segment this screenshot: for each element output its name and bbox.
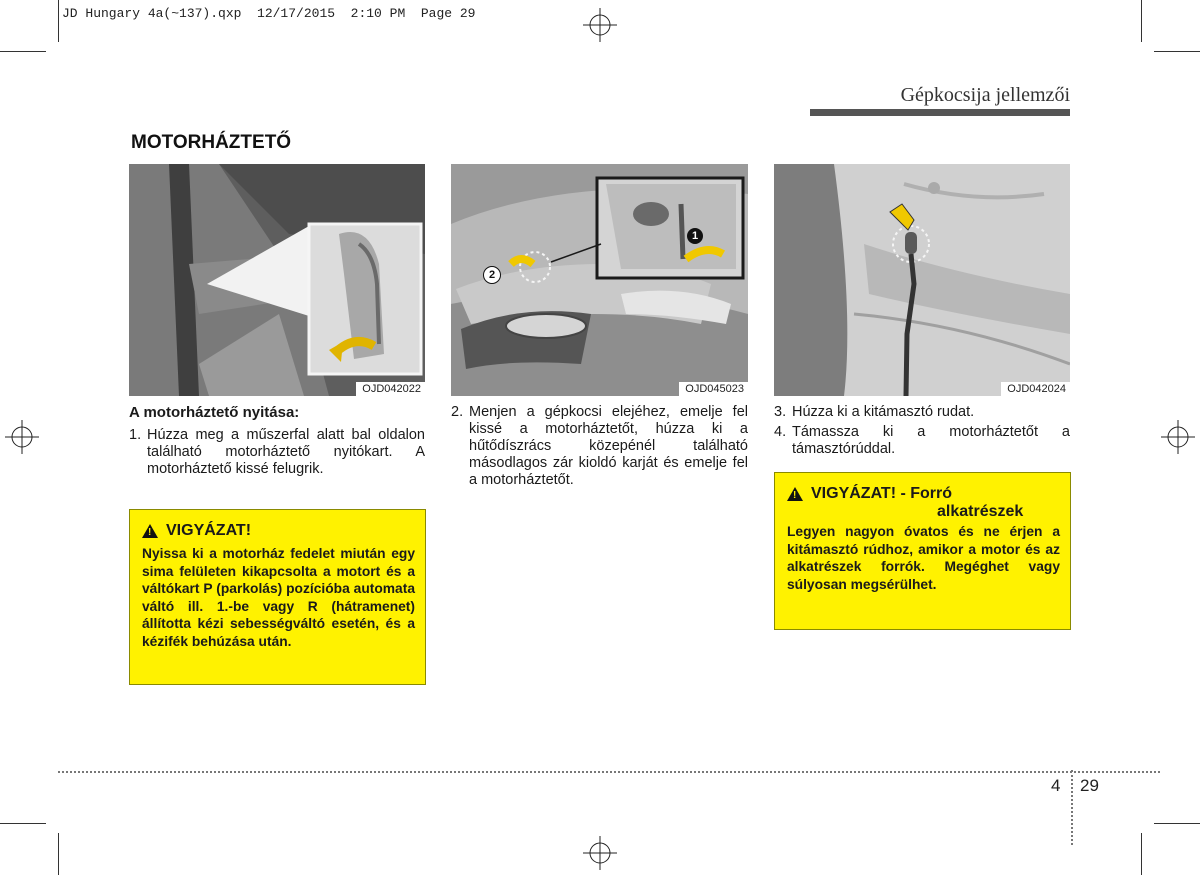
hot-parts-warning-box: [774, 472, 1071, 630]
column-2: [451, 404, 748, 489]
footer-dotted-rule: [58, 771, 1160, 773]
warning-title-row: [142, 522, 415, 540]
figure-support-rod: [774, 164, 1070, 396]
figure-secondary-latch: [451, 164, 748, 396]
page-number-separator: [1071, 770, 1073, 845]
print-slug: JD Hungary 4a(~137).qxp 12/17/2015 2:10 PM Page 29: [62, 6, 476, 21]
section-title: MOTORHÁZTETŐ: [131, 132, 292, 153]
warning-icon: !: [142, 524, 158, 538]
warning-title: VIGYÁZAT! - Forró: [811, 485, 953, 502]
warning-body: Legyen nagyon óvatos és ne érjen a kitámasztó rúdhoz, amikor a motor és az alkatrészek forrók. Megéghet vagy súlyosan megsérülhet.: [787, 524, 1060, 592]
step-2: [451, 404, 748, 489]
support-rod-illustration: [774, 164, 1070, 396]
registration-mark-bottom: [583, 836, 617, 870]
marker-2: 2: [483, 266, 501, 284]
figure-code: OJD045023: [679, 382, 748, 396]
warning-title-line2: alkatrészek: [937, 503, 1024, 520]
header-rule: [810, 109, 1070, 116]
warning-title: VIGYÁZAT!: [166, 522, 252, 539]
warning-box: [129, 509, 426, 685]
chapter-title: Gépkocsija jellemzői: [900, 84, 1070, 106]
warning-title-row: [787, 485, 1060, 503]
registration-mark-right: [1161, 420, 1195, 454]
step-number: 3.: [774, 404, 787, 420]
step-text: Húzza meg a műszerfal alatt bal oldalon található motorháztető nyitókart. A motorháztető kissé felugrik.: [147, 427, 425, 477]
subheading: A motorháztető nyitása:: [129, 404, 300, 421]
figure-hood-release-lever: [129, 164, 425, 396]
hood-release-illustration: [129, 164, 425, 396]
column-1: [129, 404, 425, 478]
step-text: Támassza ki a motorháztetőt a támasztórúddal.: [792, 424, 1070, 457]
step-number: 2.: [451, 404, 464, 420]
warning-icon: !: [787, 487, 803, 501]
step-1: [129, 427, 425, 478]
chapter-number: 4: [1051, 776, 1061, 795]
step-number: 1.: [129, 427, 142, 443]
step-text: Menjen a gépkocsi elejéhez, emelje fel kissé a motorháztetőt, húzza ki a hűtődíszrács közepénél található másodlagos zár kioldó karját és emelje fel a motorháztetőt.: [469, 404, 748, 488]
figure-code: OJD042022: [356, 382, 425, 396]
registration-mark-left: [5, 420, 39, 454]
step-text: Húzza ki a kitámasztó rudat.: [792, 404, 975, 420]
column-3: [774, 404, 1070, 458]
step-3: [774, 404, 1070, 421]
registration-mark-top: [583, 8, 617, 42]
warning-body: Nyissa ki a motorház fedelet miután egy sima felületen kikapcsolta a motort és a váltókart P (parkolás) pozícióba automata váltó ill. 1.-be vagy R (hátramenet) állította kézi sebességváltó esetén, és a kézifék behúzása után.: [142, 546, 415, 649]
figure-code: OJD042024: [1001, 382, 1070, 396]
step-number: 4.: [774, 424, 787, 440]
page-number: 29: [1080, 776, 1099, 795]
step-4: [774, 424, 1070, 458]
marker-1: 1: [687, 228, 703, 244]
